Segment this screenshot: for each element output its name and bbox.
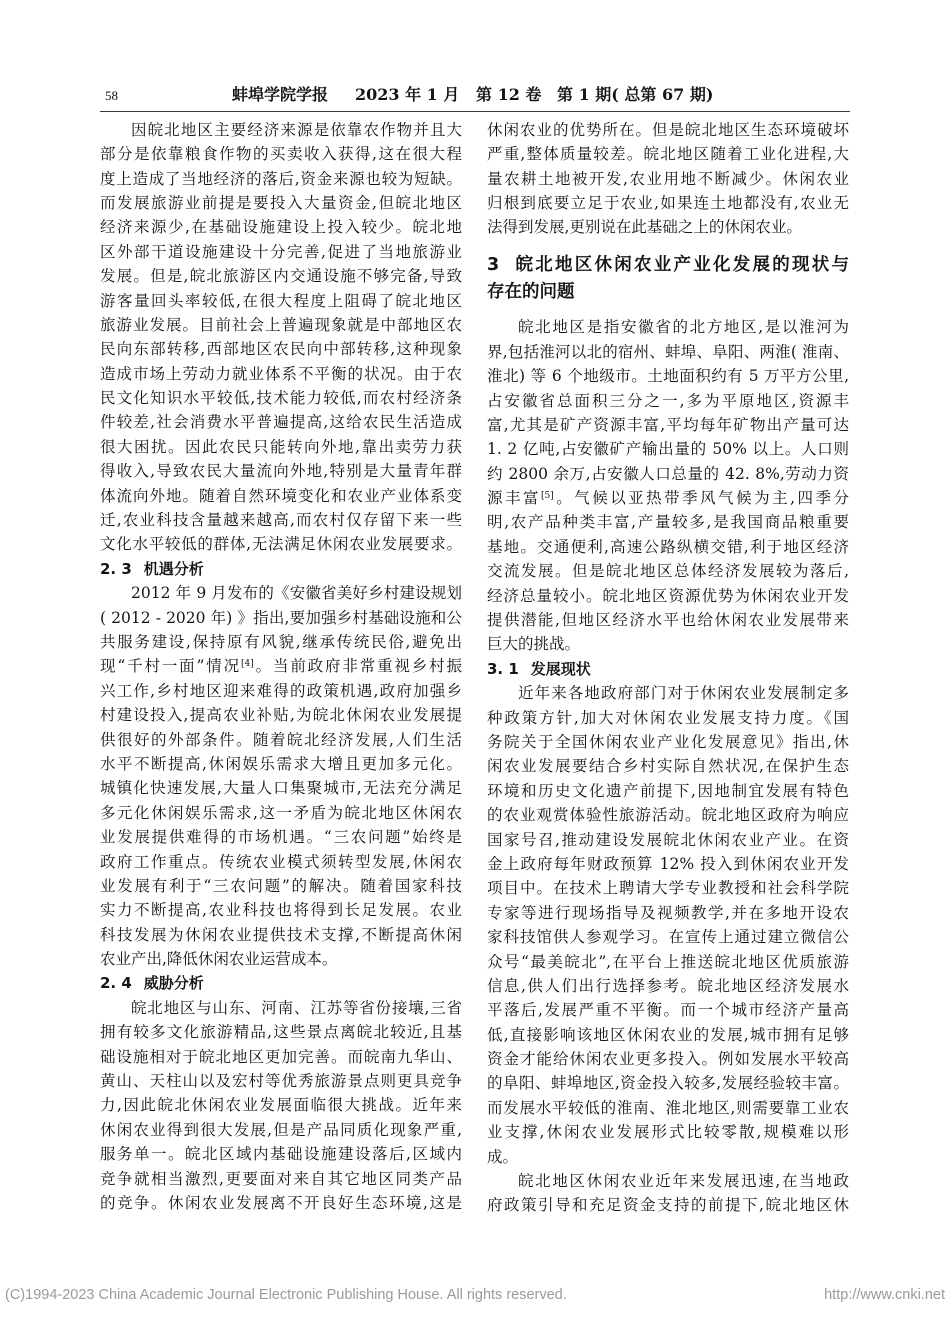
text-line: 础设施相对于皖北地区更加完善。而皖南九华山、: [100, 1047, 462, 1066]
text-line: 严重,整体质量较差。皖北地区随着工业化进程,大: [487, 145, 849, 164]
text-line: 发展。但是,皖北旅游区内交通设施不够完备,导致: [100, 267, 462, 286]
text-line: 民文化知识水平较低,技术能力较低,而农村经济条: [100, 389, 462, 408]
subsection-heading: [100, 971, 462, 995]
subsection-heading: [487, 657, 849, 681]
text-line: 服务单一。皖北区域内基础设施建设落后,区域内: [100, 1145, 462, 1164]
text-line: 众号“最美皖北”,在平台上推送皖北地区优质旅游: [487, 952, 849, 971]
text-line: 旅游业发展。目前社会上普遍现象就是中部地区农: [100, 315, 462, 334]
section-heading: [487, 240, 849, 316]
paragraph: [487, 1169, 849, 1218]
text-segment: 。气候以亚热带季风气候为主,四季分: [553, 489, 849, 508]
text-line: 淮北) 等 6 个地级市。土地面积约有 5 万平方公里,: [487, 367, 849, 386]
text-line: 休闲农业得到很大发展,但是产品同质化现象严重,: [100, 1120, 462, 1139]
text-line: 兴工作,乡村地区迎来难得的政策机遇,政府加强乡: [100, 681, 462, 700]
text-line: 而发展水平较低的淮南、淮北地区,则需要靠工业农: [487, 1098, 849, 1117]
text-line: 的阜阳、蚌埠地区,资金投入较多,发展经验较丰富。: [487, 1074, 849, 1093]
text-line: 业发展有利于“三农问题”的解决。随着国家科技: [100, 876, 462, 895]
text-line: 力,因此皖北休闲农业发展面临很大挑战。近年来: [100, 1096, 462, 1115]
paragraph: [100, 581, 462, 971]
text-line: 游客量回头率较低,在很大程度上阻碍了皖北地区: [100, 291, 462, 310]
issue-date: 2023 年 1 月: [355, 85, 460, 104]
text-line: 民向东部转移,西部地区农民向中部转移,这种现象: [100, 340, 462, 359]
text-segment: 源丰富: [487, 489, 541, 508]
text-line: 闲农业发展要结合乡村实际自然状况,在保护生态: [487, 757, 849, 776]
text-line: [487, 486, 849, 510]
text-line: 近年来各地政府部门对于休闲农业发展制定多: [518, 684, 849, 703]
volume-number: 第 12 卷: [476, 85, 542, 104]
heading-title: 机遇分析: [143, 559, 204, 578]
header-divider: [100, 111, 850, 112]
text-line: 交流发展。但是皖北地区总体经济发展较为落后,: [487, 562, 849, 581]
text-line: 皖北地区与山东、河南、江苏等省份接壤,三省: [131, 998, 462, 1017]
heading-number: 2. 3: [100, 559, 132, 578]
paragraph: [487, 315, 849, 656]
page-number: 58: [105, 88, 118, 103]
citation-superscript: [5]: [540, 490, 554, 501]
text-line: 度上造成了当地经济的落后,资金来源也较为短缺。: [100, 169, 462, 188]
text-line: 资金才能给休闲农业更多投入。例如发展水平较高: [487, 1050, 849, 1069]
text-line: 国家号召,推动建设发展皖北休闲农业产业。在资: [487, 830, 849, 849]
text-line: 区外部干道设施建设十分完善,促进了当地旅游业: [100, 242, 462, 261]
text-line: 因皖北地区主要经济来源是依靠农作物并且大: [131, 120, 462, 139]
heading-title: 皖北地区休闲农业产业化发展的现状与: [513, 255, 849, 276]
text-line: 提供潜能,但地区经济水平也给休闲农业发展带来: [487, 611, 849, 630]
text-line: 巨大的挑战。: [487, 635, 581, 654]
text-line: 2012 年 9 月发布的《安徽省美好乡村建设规划: [131, 584, 462, 603]
heading-number: 3. 1: [487, 659, 519, 678]
text-line: 体流向外地。随着自然环境变化和农业产业体系变: [100, 486, 462, 505]
section-heading-line: 存在的问题: [487, 282, 575, 303]
text-line: 量农耕土地被开发,农业用地不断减少。休闲农业: [487, 169, 849, 188]
text-line: 共服务建设,保持原有风貌,继承传统民俗,避免出: [100, 633, 462, 651]
text-line: 低,直接影响该地区休闲农业的发展,城市拥有足够: [487, 1025, 849, 1044]
journal-title: 蚌埠学院学报: [232, 85, 329, 104]
text-line: 件较差,社会消费水平普遍提高,这给农民生活造成: [100, 413, 462, 432]
issue-number: 第 1 期( 总第 67 期): [557, 85, 714, 104]
text-line: 经济来源少,在基础设施建设上投入较少。皖北地: [100, 218, 462, 237]
subsection-heading: [100, 557, 462, 581]
paragraph: [487, 681, 849, 1169]
text-line: 多元化休闲娱乐需求,这一矛盾为皖北地区休闲农: [100, 803, 462, 822]
copyright-notice: (C)1994-2023 China Academic Journal Electronic Publishing House. All rights reserved.: [5, 1287, 567, 1303]
text-segment: 。当前政府非常重视乡村振: [253, 657, 462, 676]
text-line: 成。: [487, 1147, 519, 1166]
text-line: 家科技馆供人参观学习。在宣传上通过建立微信公: [487, 928, 849, 947]
text-segment: 现“千村一面”情况: [100, 657, 242, 676]
heading-number: 3: [487, 255, 500, 276]
text-line: 而发展旅游业前提是要投入大量资金,但皖北地区: [100, 193, 462, 212]
text-line: 业发展提供难得的市场机遇。“三农问题”始终是: [100, 828, 462, 847]
paragraph: [100, 118, 462, 557]
text-line: 城镇化快速发展,大量人口集聚城市,无法充分满足: [100, 779, 462, 798]
publisher-url: http://www.cnki.net: [824, 1287, 945, 1303]
text-line: 信息,供人们出行选择参考。皖北地区经济发展水: [487, 976, 849, 995]
heading-title: 威胁分析: [143, 974, 204, 993]
text-line: 水平不断提高,休闲娱乐需求大增且更加多元化。: [100, 754, 462, 773]
text-line: [100, 654, 462, 678]
text-line: 的农业观赏体验性旅游活动。皖北地区政府为响应: [487, 806, 849, 825]
text-line: 经济总量较小。皖北地区资源优势为休闲农业开发: [487, 586, 849, 605]
text-line: 实力不断提高,农业科技也将得到长足发展。农业: [100, 901, 462, 920]
text-line: 界,包括淮河以北的宿州、蚌埠、阜阳、两淮( 淮南、: [487, 342, 849, 361]
text-line: 很大困扰。因此农民只能转向外地,靠出卖劳力获: [100, 437, 462, 456]
text-line: 竞争就相当激烈,更要面对来自其它地区同类产品: [100, 1169, 462, 1188]
text-line: 专家等进行现场指导及视频教学,并在多地开设农: [487, 903, 849, 922]
footer: [5, 1284, 945, 1306]
citation-superscript: [4]: [241, 659, 254, 669]
text-line: 法得到发展,更别说在此基础之上的休闲农业。: [487, 218, 802, 237]
text-line: 种政策方针,加大对休闲农业发展支持力度。《国: [487, 708, 849, 727]
text-line: 富,尤其是矿产资源丰富,平均每年矿物出产量可达: [487, 415, 849, 434]
text-line: 项目中。在技术上聘请大学专业教授和社会科学院: [487, 879, 849, 898]
text-line: 平落后,发展严重不平衡。而一个城市经济产量高: [487, 1001, 849, 1020]
text-line: 供很好的外部条件。随着皖北经济发展,人们生活: [100, 730, 462, 749]
text-line: 拥有较多文化旅游精品,这些景点离皖北较近,且基: [100, 1023, 462, 1042]
text-line: 皖北地区休闲农业近年来发展迅速,在当地政: [518, 1172, 849, 1191]
text-line: 休闲农业的优势所在。但是皖北地区生态环境破坏: [487, 120, 849, 139]
text-line: 务院关于全国休闲农业产业化发展意见》指出,休: [487, 732, 849, 751]
text-line: 村建设投入,提高农业补贴,为皖北休闲农业发展提: [100, 706, 462, 725]
text-line: 造成市场上劳动力就业体系不平衡的状况。由于农: [100, 364, 462, 383]
text-line: 归根到底要立足于农业,如果连土地都没有,农业无: [487, 193, 849, 212]
section-heading-line: [487, 252, 849, 279]
text-line: 环境和历史文化遗产前提下,因地制宜发展有特色: [487, 781, 849, 800]
text-line: 黄山、天柱山以及宏村等优秀旅游景点则更具竞争: [100, 1072, 462, 1091]
text-line: ( 2012 - 2020 年) 》指出,要加强乡村基础设施和公: [100, 608, 462, 627]
text-line: 1. 2 亿吨,占安徽矿产输出量的 50% 以上。人口则: [487, 440, 849, 459]
text-line: 文化水平较低的群体,无法满足休闲农业发展要求。: [100, 535, 462, 554]
heading-title: 发展现状: [530, 659, 591, 678]
text-line: 业支撑,休闲农业发展形式比较零散,规模难以形: [487, 1123, 849, 1142]
text-line: 约 2800 余万,占安徽人口总量的 42. 8%,劳动力资: [487, 464, 849, 483]
text-line: 皖北地区是指安徽省的北方地区,是以淮河为: [518, 318, 849, 337]
text-line: 部分是依靠粮食作物的买卖收入获得,这在很大程: [100, 145, 462, 164]
text-line: 明,农产品种类丰富,产量较多,是我国商品粮重要: [487, 513, 849, 532]
text-line: 金上政府每年财政预算 12% 投入到休闲农业开发: [487, 854, 849, 873]
text-line: 迁,农业科技含量越来越高,而农村仅存留下来一些: [100, 511, 462, 530]
text-line: 科技发展为休闲农业提供技术支撑,不断提高休闲: [100, 925, 462, 944]
right-column: [487, 118, 849, 1218]
paragraph: [487, 118, 849, 240]
text-line: 农业产出,降低休闲农业运营成本。: [100, 950, 338, 969]
text-line: 得收入,导致农民大量流向外地,特别是大量青年群: [100, 462, 462, 481]
paragraph: [100, 996, 462, 1216]
heading-number: 2. 4: [100, 974, 132, 993]
left-column: [100, 118, 462, 1216]
text-line: 基地。交通便利,高速公路纵横交错,利于地区经济: [487, 537, 849, 556]
text-line: 占安徽省总面积三分之一,多为平原地区,资源丰: [487, 391, 849, 410]
text-line: 府政策引导和充足资金支持的前提下,皖北地区休: [487, 1196, 849, 1215]
text-line: 政府工作重点。传统农业模式须转型发展,休闲农: [100, 852, 462, 871]
text-line: 的竞争。休闲农业发展离不开良好生态环境,这是: [100, 1193, 462, 1212]
